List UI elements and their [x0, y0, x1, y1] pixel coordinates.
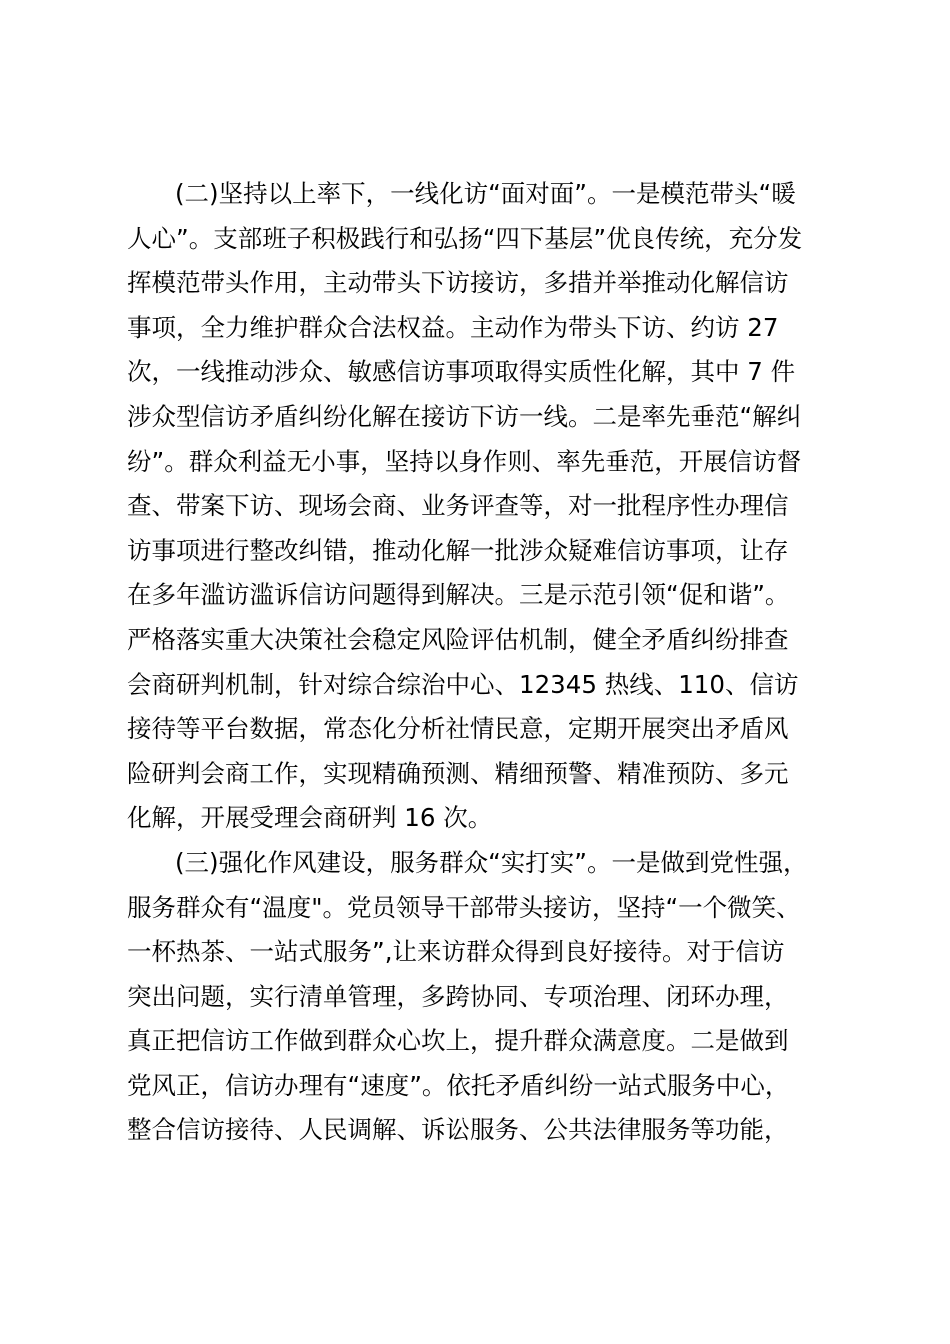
paragraph-line: 接待等平台数据，常态化分析社情民意，定期开展突出矛盾风: [127, 714, 789, 744]
body-text: [127, 172, 833, 1153]
paragraph-line: 严格落实重大决策社会稳定风险评估机制，健全矛盾纠纷排查: [127, 624, 789, 654]
paragraph-line: 服务群众有“温度"。党员领导干部带头接访，坚持“一个微笑、: [127, 892, 801, 922]
paragraph-line: 事项，全力维护群众合法权益。主动作为带头下访、约访 27: [127, 312, 779, 342]
paragraph-line: 党风正，信访办理有“速度”。依托矛盾纠纷一站式服务中心，: [127, 1070, 790, 1100]
paragraph-line: 险研判会商工作，实现精确预测、精细预警、精准预防、多元: [127, 758, 789, 788]
paragraph-line: 访事项进行整改纠错，推动化解一批涉众疑难信访事项，让存: [127, 535, 789, 565]
paragraph-line: 次，一线推动涉众、敏感信访事项取得实质性化解，其中 7 件: [127, 357, 796, 387]
paragraph-line: 化解，开展受理会商研判 16 次。: [127, 803, 493, 833]
paragraph-line: 一杯热茶、一站式服务”,让来访群众得到良好接待。对于信访: [127, 937, 785, 967]
paragraph-line: (二)坚持以上率下，一线化访“面对面”。一是模范带头“暖: [175, 179, 796, 208]
paragraph-line: 纷”。群众利益无小事，坚持以身作则、率先垂范，开展信访督: [127, 446, 802, 476]
paragraph-line: 整合信访接待、人民调解、诉讼服务、公共法律服务等功能，: [127, 1115, 789, 1145]
paragraph-line: 突出问题，实行清单管理，多跨协同、专项治理、闭环办理，: [127, 981, 789, 1011]
paragraph-line: 在多年滥访滥诉信访问题得到解决。三是示范引领“促和谐”。: [127, 580, 790, 610]
paragraph-line: 会商研判机制，针对综合综治中心、12345 热线、110、信访: [127, 669, 799, 699]
paragraph-line: 人心”。支部班子积极践行和弘扬“四下基层”优良传统，充分发: [127, 223, 803, 253]
paragraph-line: 查、带案下访、现场会商、业务评查等，对一批程序性办理信: [127, 491, 789, 521]
paragraph-line: (三)强化作风建设，服务群众“实打实”。一是做到党性强，: [175, 847, 808, 877]
paragraph-line: 挥模范带头作用，主动带头下访接访，多措并举推动化解信访: [127, 268, 789, 298]
paragraph-line: 涉众型信访矛盾纠纷化解在接访下访一线。二是率先垂范“解纠: [127, 401, 802, 431]
paragraph-line: 真正把信访工作做到群众心坎上，提升群众满意度。二是做到: [127, 1026, 789, 1056]
